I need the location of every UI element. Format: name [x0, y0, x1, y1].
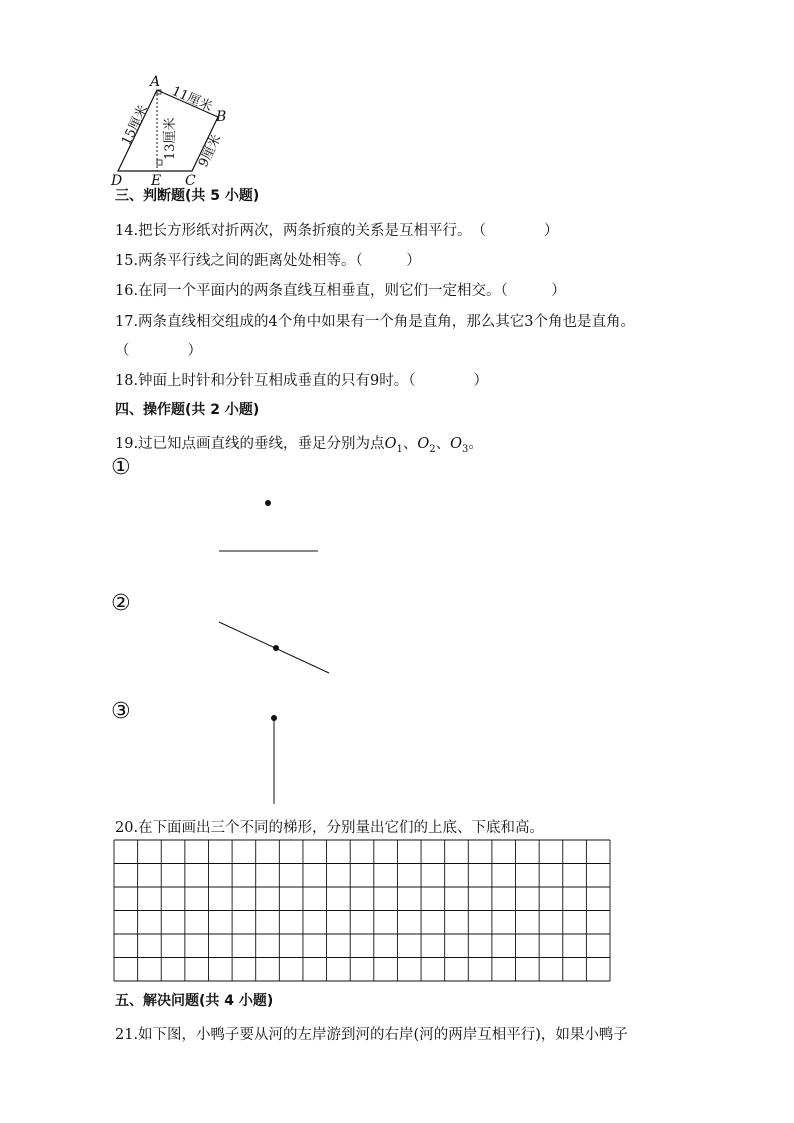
foot-o1-sub: 1 — [396, 443, 403, 455]
question-17: 17.两条直线相交组成的4个角中如果有一个角是直角，那么其它3个角也是直角。 — [115, 314, 636, 330]
section3-heading: 三、判断题(共 5 小题) — [115, 188, 260, 204]
point-b-label: B — [216, 109, 227, 125]
marker-2: ② — [111, 591, 131, 616]
foot-o2-sub: 2 — [429, 443, 436, 455]
question-16: 16.在同一个平面内的两条直线互相垂直，则它们一定相交。（ ） — [115, 283, 566, 299]
sep-1: 、 — [402, 436, 418, 452]
foot-o2: O — [417, 436, 430, 452]
marker-3: ③ — [111, 699, 131, 724]
question-15: 15.两条平行线之间的距离处处相等。（ ） — [115, 253, 421, 269]
foot-o1: O — [384, 436, 397, 452]
question-21: 21.如下图，小鸭子要从河的左岸游到河的右岸(河的两岸互相平行)，如果小鸭子 — [115, 1027, 628, 1043]
section5-heading: 五、解决问题(共 4 小题) — [115, 993, 274, 1009]
question-17-answer-paren: （ ） — [115, 343, 202, 359]
question-20: 20.在下面画出三个不同的梯形，分别量出它们的上底、下底和高。 — [115, 820, 545, 836]
trapezoid-figure — [100, 72, 240, 187]
marker-1: ① — [111, 455, 131, 480]
foot-o3-sub: 3 — [461, 443, 469, 455]
right-angle-mark-e — [157, 160, 162, 165]
exercise1-point — [265, 500, 271, 506]
section4-heading: 四、操作题(共 2 小题) — [115, 402, 260, 418]
point-d-label: D — [111, 173, 123, 187]
question-18: 18.钟面上时针和分针互相成垂直的只有9时。（ ） — [115, 373, 489, 389]
question-19-text: 19.过已知点画直线的垂线，垂足分别为点 — [115, 436, 385, 452]
question-14: 14.把长方形纸对折两次，两条折痕的关系是互相平行。 （ ） — [115, 223, 559, 239]
dim-ab-label: 11厘米 — [169, 83, 215, 115]
perpendicular-exercises — [200, 490, 360, 810]
point-c-label: C — [185, 173, 196, 187]
point-a-label: A — [150, 74, 161, 90]
sep-2: 、 — [435, 436, 451, 452]
foot-o3: O — [450, 436, 462, 452]
question-19-end: 。 — [468, 436, 483, 452]
point-e-label: E — [151, 173, 162, 187]
dim-ae-label: 13厘米 — [163, 117, 178, 160]
question-19 — [115, 434, 483, 460]
exercise2-point — [273, 645, 279, 651]
drawing-grid[interactable] — [113, 839, 612, 984]
dim-ad-label: 15厘米 — [119, 102, 152, 148]
dim-bc-label: 9厘米 — [196, 132, 225, 170]
